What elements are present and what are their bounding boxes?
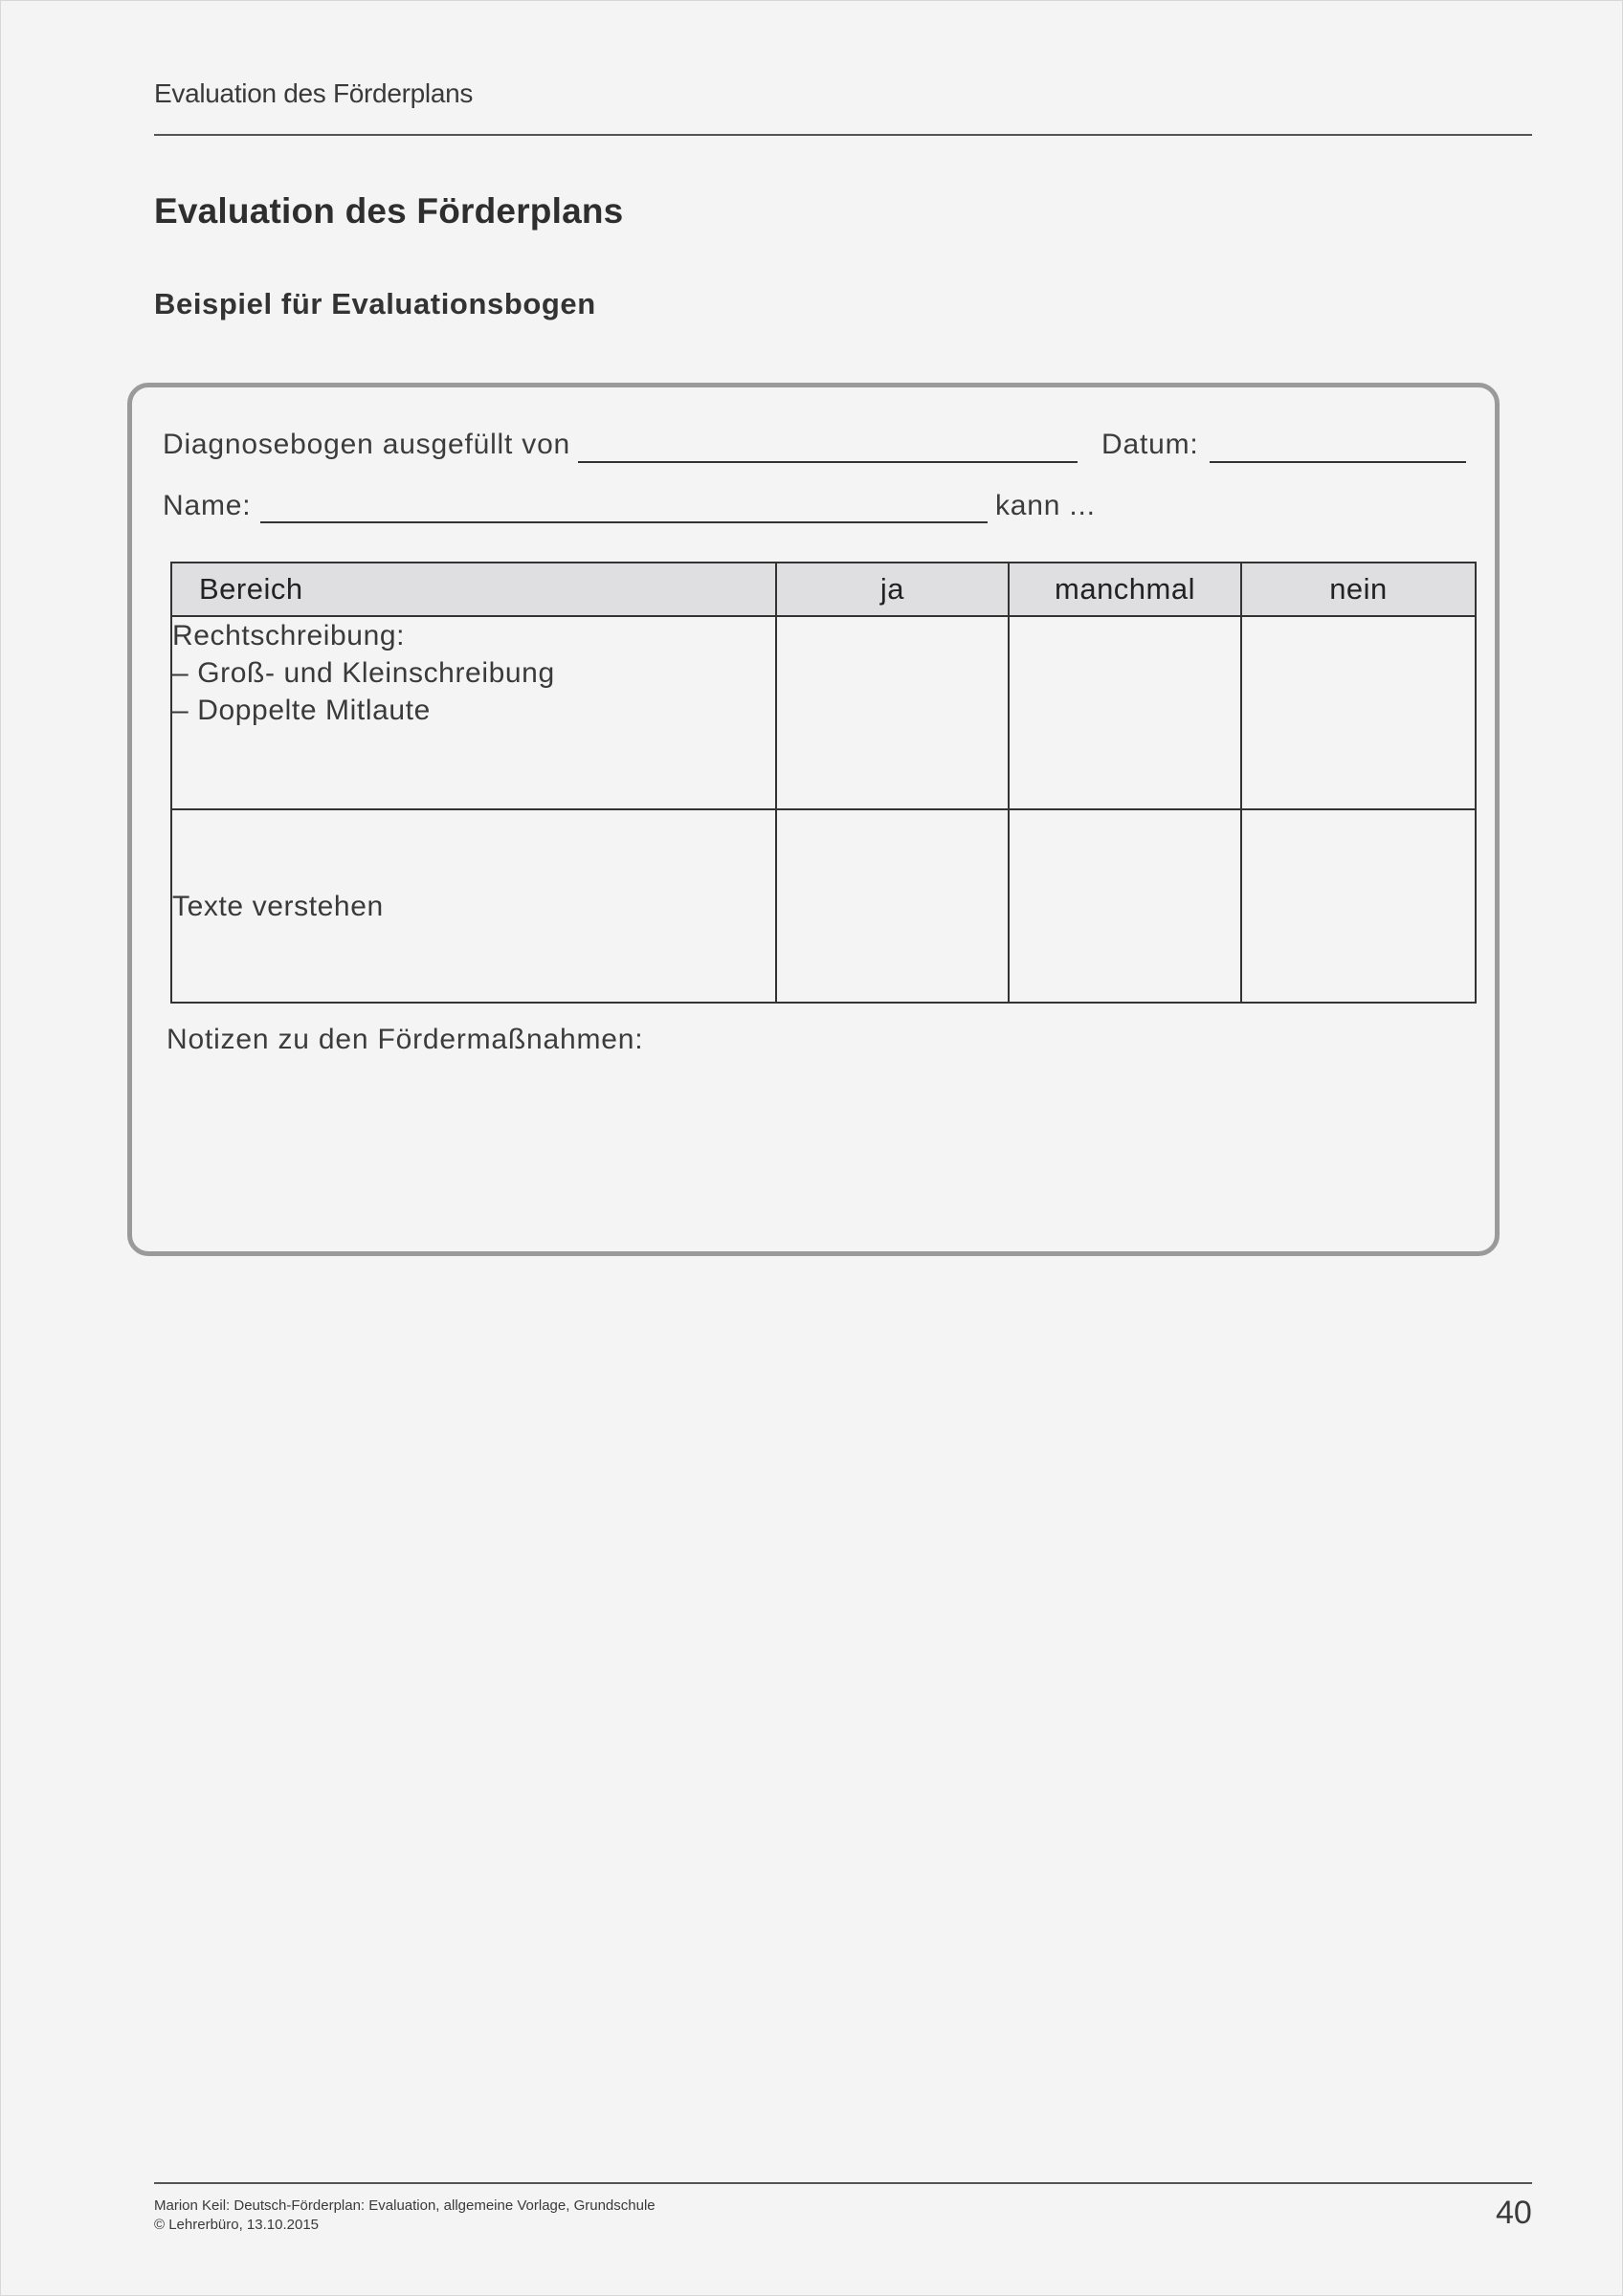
footer-credit-line: Marion Keil: Deutsch-Förderplan: Evaluation, allgemeine Vorlage, Grundschule xyxy=(154,2197,656,2214)
footer-credit-line: © Lehrerbüro, 13.10.2015 xyxy=(154,2217,320,2233)
cell-sometimes[interactable] xyxy=(1009,616,1241,809)
cell-yes[interactable] xyxy=(776,616,1009,809)
cell-yes[interactable] xyxy=(776,809,1009,1003)
notes-label: Notizen zu den Fördermaßnahmen: xyxy=(167,1024,644,1055)
running-header: Evaluation des Förderplans xyxy=(154,78,474,108)
name-label: Name: xyxy=(163,490,252,521)
cell-sometimes[interactable] xyxy=(1009,809,1241,1003)
filled-by-blank[interactable] xyxy=(578,461,1078,463)
date-label: Datum: xyxy=(1101,429,1199,460)
area-line: – Groß- und Kleinschreibung xyxy=(172,657,555,689)
footer-credit xyxy=(154,2197,656,2235)
name-blank[interactable] xyxy=(260,521,988,523)
header-no: nein xyxy=(1241,563,1476,616)
header-sometimes: manchmal xyxy=(1009,563,1241,616)
table-row xyxy=(171,616,1476,809)
page-title: Evaluation des Förderplans xyxy=(154,191,624,231)
filled-by-label: Diagnosebogen ausgefüllt von xyxy=(163,429,571,460)
evaluation-table xyxy=(170,562,1477,1004)
table-row xyxy=(171,809,1476,1003)
header-area: Bereich xyxy=(171,563,776,616)
header-yes: ja xyxy=(776,563,1009,616)
area-line: – Doppelte Mitlaute xyxy=(172,695,431,726)
header-rule xyxy=(154,134,1532,136)
page-subtitle: Beispiel für Evaluationsbogen xyxy=(154,287,596,320)
cell-no[interactable] xyxy=(1241,616,1476,809)
footer-rule xyxy=(154,2182,1532,2184)
cell-no[interactable] xyxy=(1241,809,1476,1003)
page-number: 40 xyxy=(1496,2195,1532,2231)
area-cell-reading xyxy=(171,809,776,1003)
area-line: Texte verstehen xyxy=(172,890,384,922)
can-label: kann ... xyxy=(995,490,1096,521)
date-blank[interactable] xyxy=(1210,461,1466,463)
table-header-row xyxy=(171,563,1476,616)
area-cell-spelling xyxy=(171,616,776,809)
area-line: Rechtschreibung: xyxy=(172,620,406,651)
